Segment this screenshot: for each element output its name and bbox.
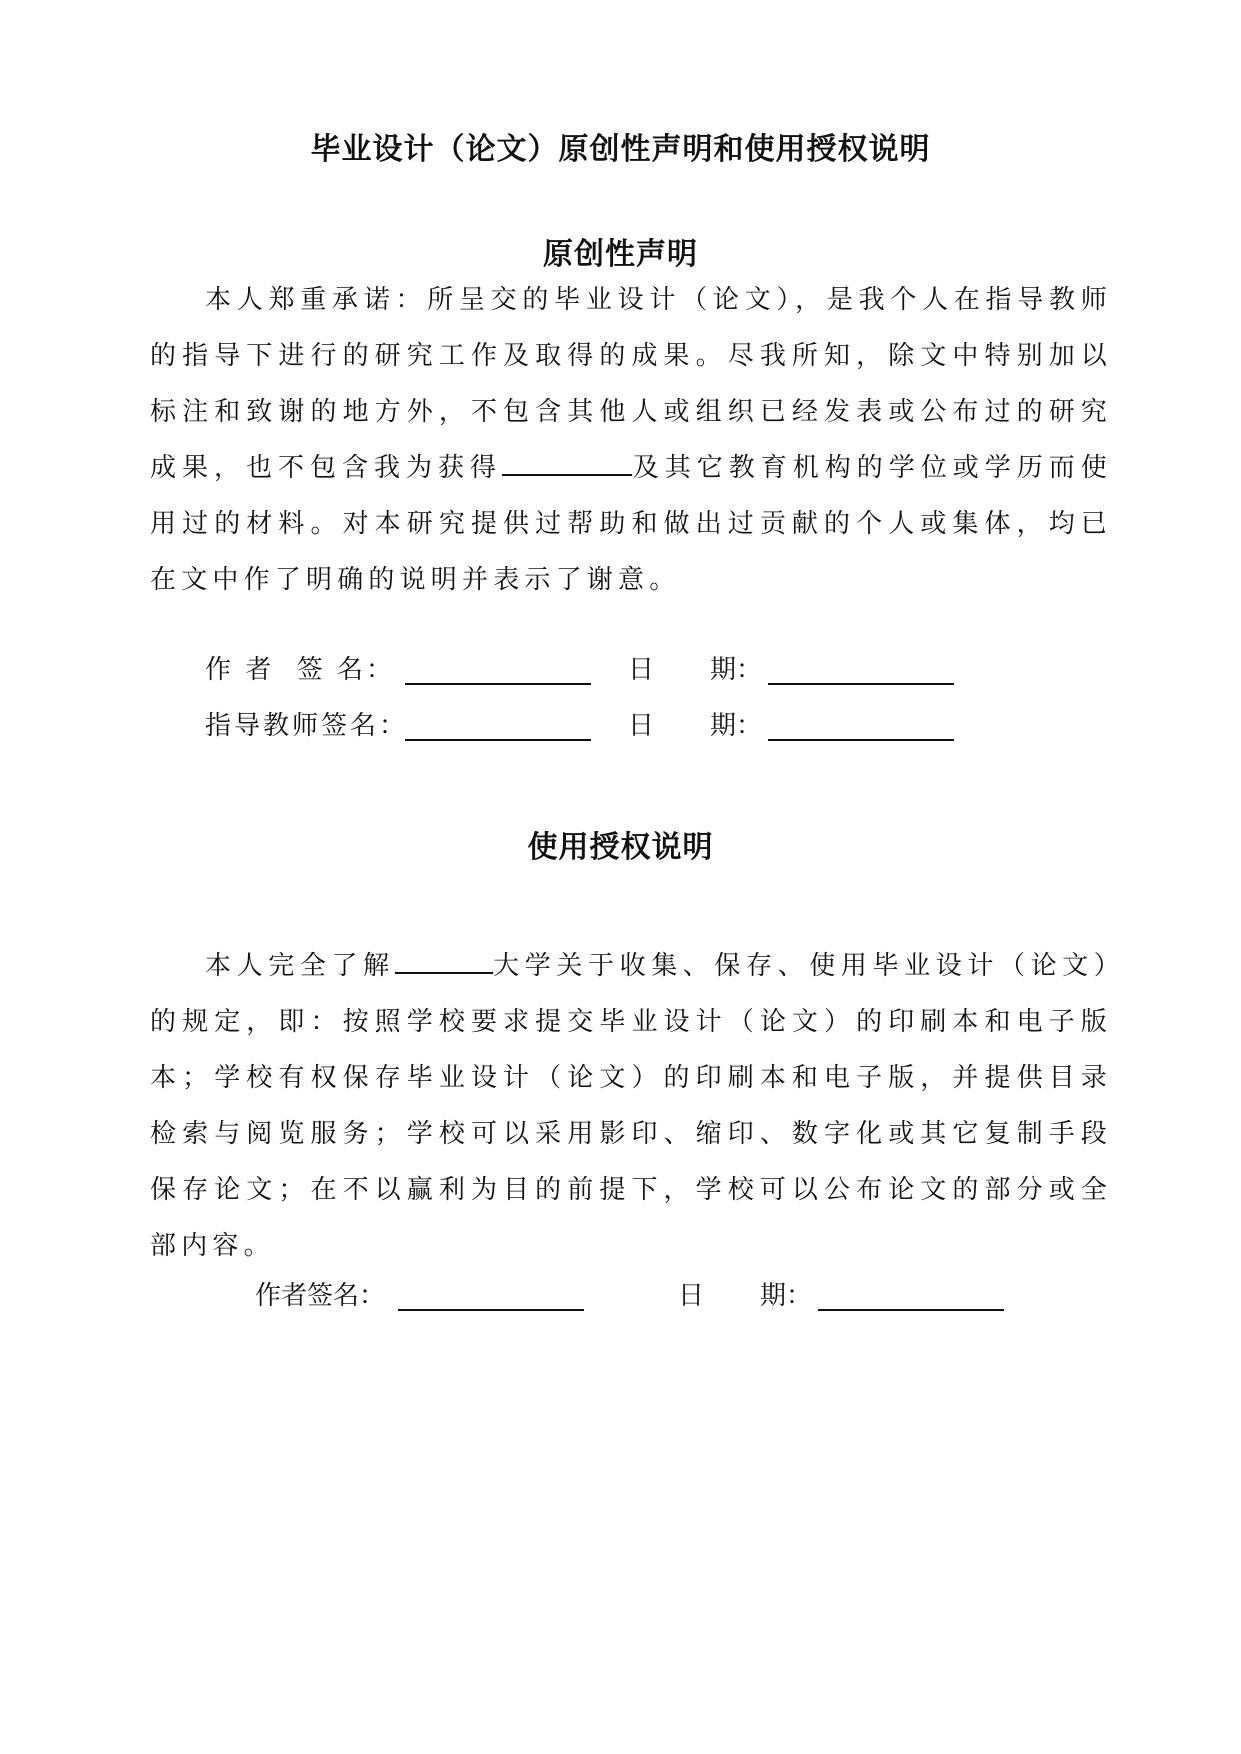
authorization-date-line[interactable] (818, 1279, 1004, 1311)
author-signature-line[interactable] (405, 653, 591, 685)
advisor-signature-line[interactable] (405, 709, 591, 741)
degree-blank[interactable] (502, 444, 632, 476)
originality-text-part2: 及其它教育机构的学位或学历而使用过的材料。对本研究提供过帮助和做出过贡献的个人或集体，均已在文中作了明确的说明并表示了谢意。 (150, 453, 1112, 595)
date-label-char2: 期： (710, 655, 763, 685)
originality-paragraph (150, 272, 1112, 608)
date-label-char2: 期： (760, 1281, 813, 1311)
date-label-char1: 日 (678, 1281, 705, 1311)
originality-text-part1: 本人郑重承诺：所呈交的毕业设计（论文），是我个人在指导教师的指导下进行的研究工作及取得的成果。尽我所知，除文中特别加以标注和致谢的地方外，不包含其他人或组织已经发表或公布过的研究成果，也不包含我为获得 (150, 285, 1112, 483)
university-blank[interactable] (395, 942, 493, 974)
advisor-signature-label: 指导教师签名： (205, 711, 409, 741)
authorization-text-part2: 大学关于收集、保存、使用毕业设计（论文）的规定，即：按照学校要求提交毕业设计（论文）的印刷本和电子版本；学校有权保存毕业设计（论文）的印刷本和电子版，并提供目录检索与阅览服务；学校可以采用影印、缩印、数字化或其它复制手段保存论文；在不以赢利为目的前提下，学校可以公布论文的部分或全部内容。 (150, 951, 1112, 1261)
originality-heading: 原创性声明 (543, 237, 698, 272)
advisor-signature-row (205, 706, 985, 746)
authorization-signature-row (255, 1276, 1035, 1316)
date-label-char2: 期： (710, 711, 763, 741)
authorization-author-line[interactable] (398, 1279, 584, 1311)
author-signature-row (205, 650, 985, 690)
date-label-char1: 日 (628, 711, 655, 741)
document-title: 毕业设计（论文）原创性声明和使用授权说明 (310, 132, 931, 167)
authorization-paragraph (150, 938, 1112, 1274)
author-date-line[interactable] (768, 653, 954, 685)
authorization-author-label: 作者签名： (255, 1281, 386, 1311)
authorization-text-part1: 本人完全了解 (205, 951, 395, 981)
authorization-heading: 使用授权说明 (527, 830, 714, 865)
date-label-char1: 日 (628, 655, 655, 685)
author-signature-label: 作 者 签 名： (205, 655, 396, 685)
advisor-date-line[interactable] (768, 709, 954, 741)
